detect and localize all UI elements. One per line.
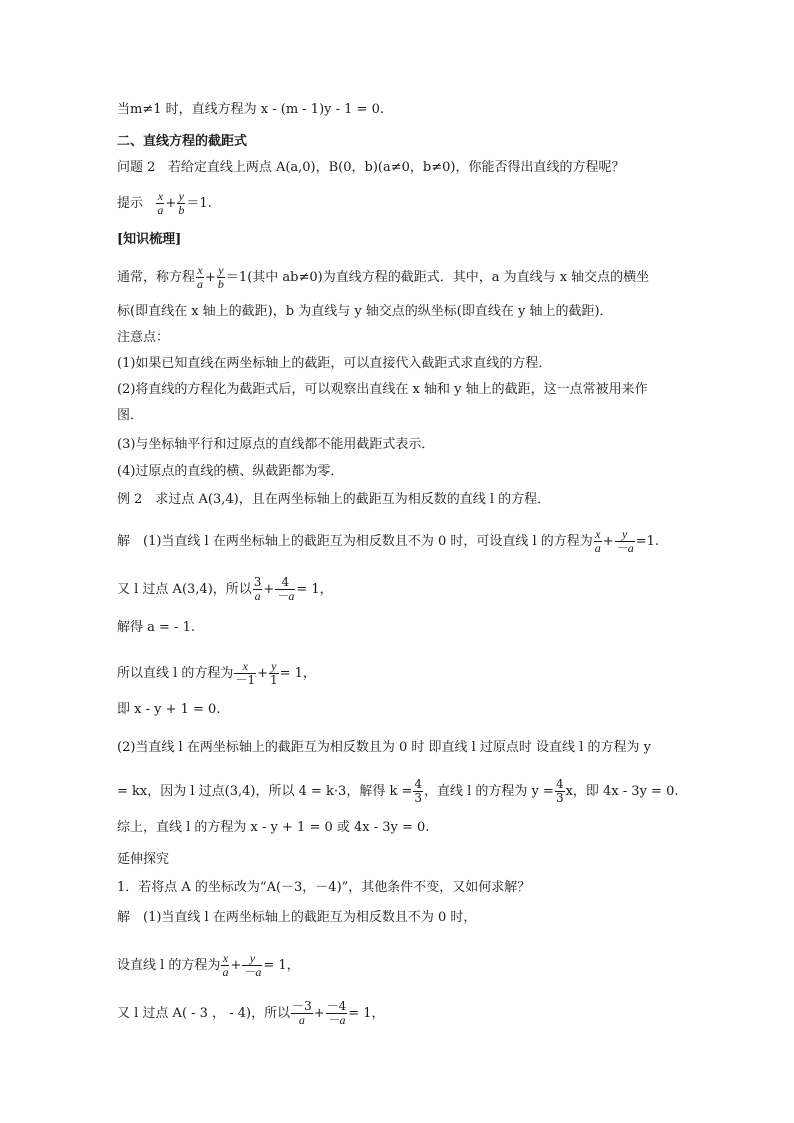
note-2-cont: 图． [117,408,144,423]
extension-title: 延伸探究 [117,852,170,867]
solution-line-1: 解 (1)当直线 l 在两坐标轴上的截距互为相反数且不为 0 时，可设直线 l 的方程为 $\frac{x}{a}$ + $\frac{y}{-a}$ =1. [117,527,660,555]
fraction-neg4-over-neg-a: $\frac{-4}{-a}$ [326,999,347,1027]
extension-solution-2: 设直线 l 的方程为 $\frac{x}{a}$ + $\frac{y}{-a}$ = 1， [117,951,300,979]
solution-line-3: 解得 a = - 1. [117,620,195,635]
fraction-4-over-3: $\frac{4}{3}$ [555,777,564,805]
extension-solution-3: 又 l 过点 A( - 3 ， - 4)，所以 $\frac{-3}{a}$ + $\frac{-4}{-a}$ = 1， [117,999,385,1027]
note-4: (4)过原点的直线的横、纵截距都为零． [117,464,344,479]
hint-line: 提示 $\frac{x}{a}$ + $\frac{y}{b}$ ＝1. [117,189,212,217]
solution-line-2: 又 l 过点 A(3,4)，所以 $\frac{3}{a}$ + $\frac{4}{-a}$ = 1， [117,575,333,603]
solution-line-6: (2)当直线 l 在两坐标轴上的截距互为相反数且为 0 时 即直线 l 过原点时 设直线 l 的方程为 y [117,740,651,755]
fraction-y-over-b: $\frac{y}{b}$ [217,263,224,291]
fraction-neg3-over-a: $\frac{-3}{a}$ [292,999,312,1027]
fraction-x-over-a: $\frac{x}{a}$ [222,951,229,979]
solution-line-5: 即 x - y + 1 = 0. [117,702,221,717]
question-2 [117,160,624,176]
note-3: (3)与坐标轴平行和过原点的直线都不能用截距式表示． [117,437,435,452]
section-2-title: 二、直线方程的截距式 [117,134,248,149]
fraction-y-over-b: $\frac{y}{b}$ [178,189,185,217]
question-2-text: 若给定直线上两点 A(a,0)，B(0，b)(a≠0，b≠0)，你能否得出直线的方程呢？ [167,160,625,175]
knowledge-line-1: 通常，称方程 $\frac{x}{a}$ + $\frac{y}{b}$ ＝1(其中 ab≠0)为直线方程的截距式．其中，a 为直线与 x 轴交点的横坐 [117,263,650,291]
fraction-4-over-3: $\frac{4}{3}$ [414,777,422,805]
fraction-x-over-neg-1: $\frac{x}{-1}$ [235,659,256,687]
solution-line-4: 所以直线 l 的方程为 $\frac{x}{-1}$ + $\frac{y}{1}$ = 1， [117,659,316,687]
note-title: 注意点： [117,330,170,345]
fraction-4-over-neg-a: $\frac{4}{-a}$ [276,575,295,603]
fraction-y-over-neg-a: $\frac{y}{-a}$ [243,951,262,979]
knowledge-label: [知识梳理] [117,232,182,247]
knowledge-line-2: 标(即直线在 x 轴上的截距)，b 为直线与 y 轴交点的纵坐标(即直线在 y 轴上的截距)． [117,304,613,319]
fraction-x-over-a: $\frac{x}{a}$ [197,263,204,291]
extension-question-1: 1．若将点 A 的坐标改为“A(－3，－4)”，其他条件不变，又如何求解？ [117,880,531,895]
hint-equation-tail: ＝1. [186,196,212,211]
fraction-y-over-neg-a: $\frac{y}{-a}$ [615,527,634,555]
note-2: (2)将直线的方程化为截距式后，可以观察出直线在 x 轴和 y 轴上的截距，这一点常被用来作 [117,382,648,397]
solution-summary: 综上，直线 l 的方程为 x - y + 1 = 0 或 4x - 3y = 0. [117,820,430,835]
solution-line-7: = kx，因为 l 过点(3,4)，所以 4 = k·3，解得 k = $\frac{4}{3}$ ，直线 l 的方程为 y = $\frac{4}{3}$ x，即 4x - 3y = 0. [117,777,679,805]
question-2-label: 问题 2 [117,160,156,175]
fraction-x-over-a: $\frac{x}{a}$ [594,527,601,555]
extension-solution-1: 解 (1)当直线 l 在两坐标轴上的截距互为相反数且不为 0 时， [117,910,477,925]
hint-label: 提示 [117,196,144,211]
fraction-x-over-a: $\frac{x}{a}$ [157,189,164,217]
note-1: (1)如果已知直线在两坐标轴上的截距，可以直接代入截距式求直线的方程． [117,356,552,371]
line-m-case: 当m≠1 时，直线方程为 x - (m - 1)y - 1 = 0. [117,102,384,117]
fraction-3-over-a: $\frac{3}{a}$ [253,575,262,603]
fraction-y-over-1: $\frac{y}{1}$ [269,659,278,687]
example-2: 例 2 求过点 A(3,4)，且在两坐标轴上的截距互为相反数的直线 l 的方程． [117,492,551,507]
